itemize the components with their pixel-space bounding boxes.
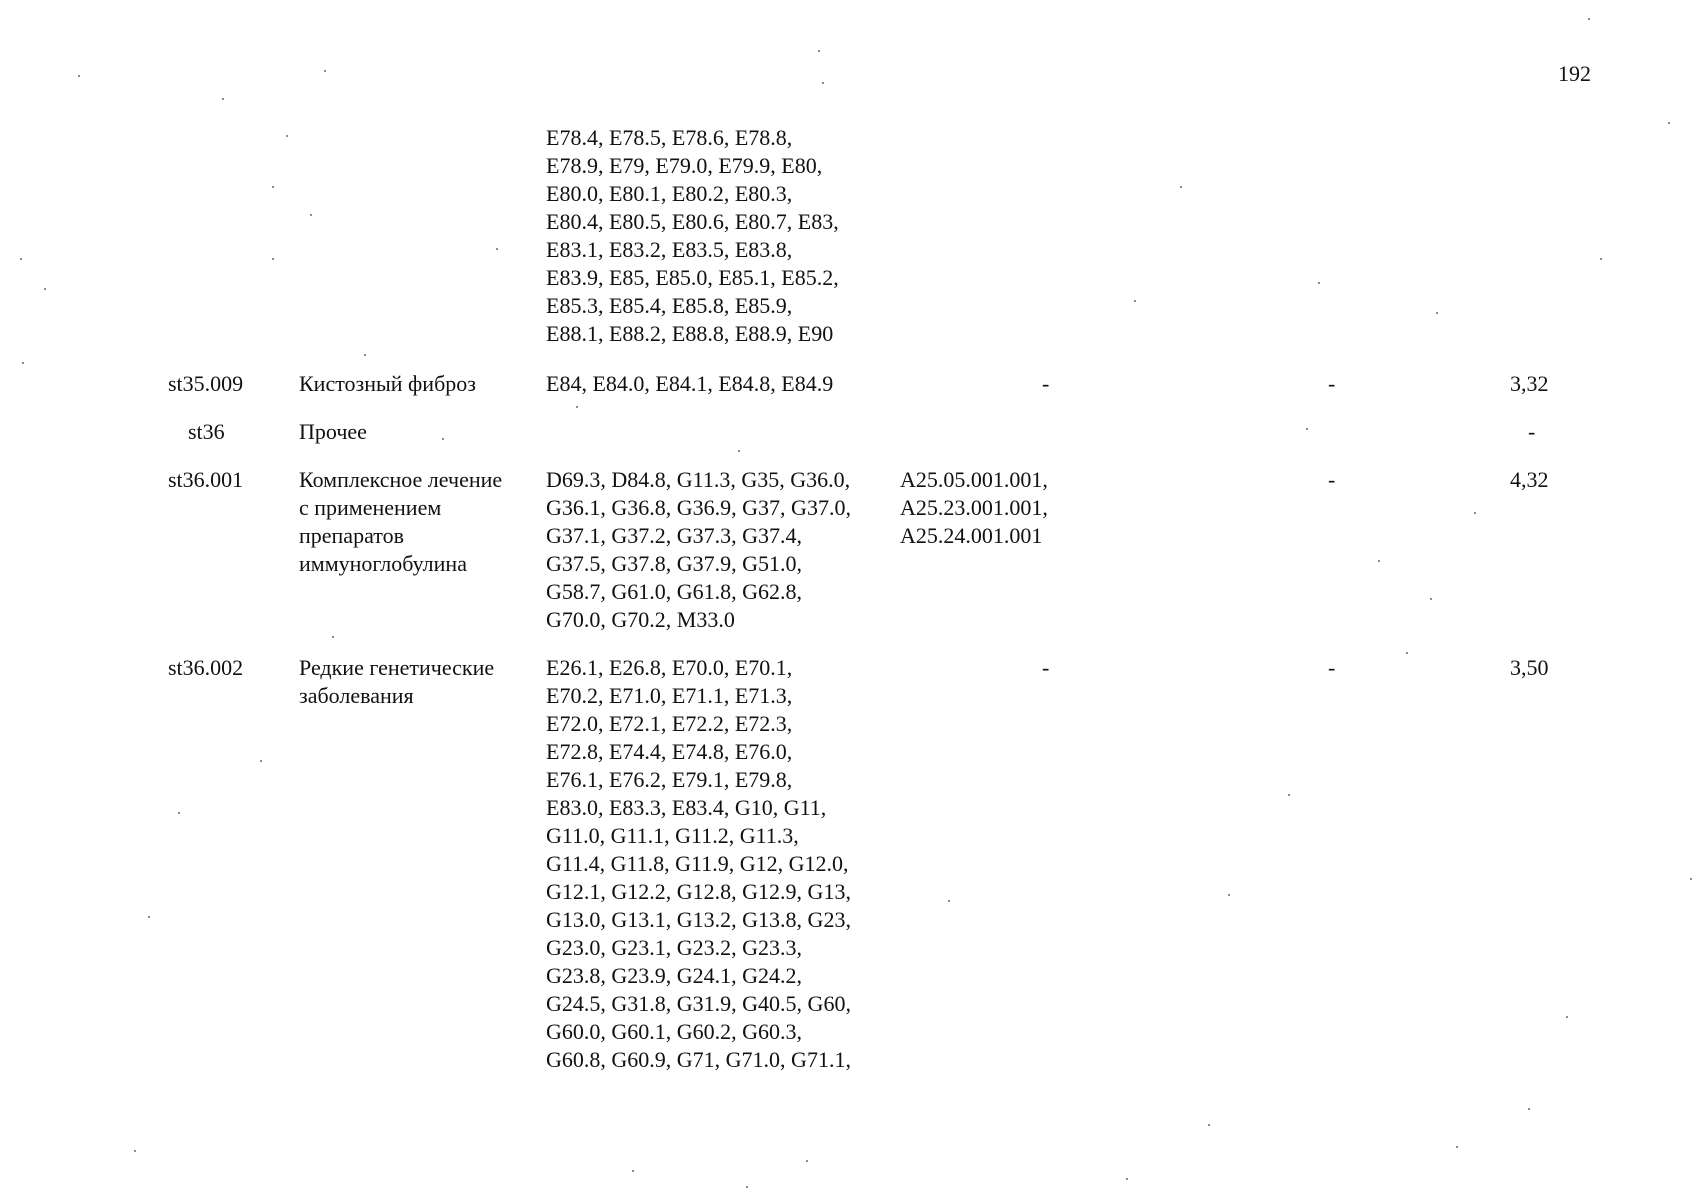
scan-speck [1588, 18, 1590, 20]
extra-criteria: - [1328, 655, 1336, 680]
scan-speck [148, 916, 150, 918]
icd-codes: E26.1, E26.8, E70.0, E70.1, E70.2, E71.0, E71.1, E71.3, E72.0, E72.1, E72.2, E72.3, E72.8, E74.4, E74.8, E76.0, E76.1, E76.2, E79.1, E79.8, E83.0, E83.3, E83.4, G10, G11, G11.0, G11.1, G11.2, G11.3, G11.4, G11.8, G11.9, G12, G12.0, G12.1, G12.2, G12.8, G12.9, G13, G13.0, G13.1, G13.2, G13.8, G23, G23.0, G23.1, G23.2, G23.3, G23.8, G23.9, G24.1, G24.2, G24.5, G31.8, G31.9, G40.5, G60, G60.0, G60.1, G60.2, G60.3, G60.8, G60.9, G71, G71.0, G71.1, [546, 655, 851, 1072]
scan-speck [1600, 258, 1602, 260]
scan-speck [1318, 282, 1320, 284]
scan-speck [272, 258, 274, 260]
icd-codes: E78.4, E78.5, E78.6, E78.8, E78.9, E79, E79.0, E79.9, E80, E80.0, E80.1, E80.2, E80.3, E80.4, E80.5, E80.6, E80.7, E83, E83.1, E83.2, E83.5, E83.8, E83.9, E85, E85.0, E85.1, E85.2, E85.3, E85.4, E85.8, E85.9, E88.1, E88.2, E88.8, E88.9, E90 [546, 125, 839, 346]
scan-speck [1126, 1178, 1128, 1180]
row-name: Редкие генетические заболевания [299, 655, 495, 708]
scan-speck [1406, 652, 1408, 654]
scan-speck [310, 214, 312, 216]
scan-speck [632, 1170, 634, 1172]
scan-speck [442, 438, 444, 440]
scan-speck [1566, 1016, 1568, 1018]
scan-speck [260, 760, 262, 762]
scan-speck [44, 288, 46, 290]
scan-speck [1134, 300, 1136, 302]
scan-speck [22, 362, 24, 364]
scan-speck [822, 82, 824, 84]
scan-speck [134, 1150, 136, 1152]
procedure-codes: - [1042, 655, 1050, 680]
scan-speck [1228, 894, 1230, 896]
scan-speck [222, 98, 224, 100]
scan-speck [1180, 186, 1182, 188]
scan-speck [1528, 1108, 1530, 1110]
scan-speck [806, 1160, 808, 1162]
icd-codes: E84, E84.0, E84.1, E84.8, E84.9 [546, 371, 834, 396]
row-code: st36 [188, 419, 225, 444]
scan-speck [576, 406, 578, 408]
row-name: Комплексное лечение с применением препаратов иммуноглобулина [299, 467, 503, 576]
scan-speck [178, 812, 180, 814]
coefficient: 3,50 [1510, 655, 1549, 680]
coefficient: - [1528, 419, 1536, 444]
scan-speck [272, 186, 274, 188]
scan-speck [818, 50, 820, 52]
scan-speck [1288, 794, 1290, 796]
scan-speck [324, 70, 326, 72]
row-code: st36.001 [168, 467, 244, 492]
scan-speck [20, 258, 22, 260]
row-code: st35.009 [168, 371, 244, 396]
extra-criteria: - [1328, 467, 1336, 492]
icd-codes: D69.3, D84.8, G11.3, G35, G36.0, G36.1, G36.8, G36.9, G37, G37.0, G37.1, G37.2, G37.3, G37.4, G37.5, G37.8, G37.9, G51.0, G58.7, G61.0, G61.8, G62.8, G70.0, G70.2, M33.0 [546, 467, 851, 632]
scan-speck [1208, 1124, 1210, 1126]
procedure-codes: - [1042, 371, 1050, 396]
scan-speck [1430, 598, 1432, 600]
coefficient: 4,32 [1510, 467, 1549, 492]
coefficient: 3,32 [1510, 371, 1549, 396]
scan-speck [746, 1186, 748, 1188]
scan-speck [1378, 560, 1380, 562]
scan-speck [738, 450, 740, 452]
row-name: Кистозный фиброз [299, 371, 476, 396]
scan-speck [496, 248, 498, 250]
scan-speck [1436, 312, 1438, 314]
scan-speck [364, 354, 366, 356]
procedure-codes: A25.05.001.001, A25.23.001.001, A25.24.001.001 [900, 467, 1048, 548]
extra-criteria: - [1328, 371, 1336, 396]
scan-speck [286, 135, 288, 137]
scan-speck [1668, 122, 1670, 124]
page-number: 192 [1558, 61, 1591, 86]
scan-speck [948, 900, 950, 902]
scan-speck [78, 75, 80, 77]
scan-speck [1690, 878, 1692, 880]
row-name: Прочее [299, 419, 367, 444]
scan-speck [1456, 1146, 1458, 1148]
scan-speck [1306, 428, 1308, 430]
scan-speck [1474, 512, 1476, 514]
row-code: st36.002 [168, 655, 244, 680]
scan-speck [332, 636, 334, 638]
